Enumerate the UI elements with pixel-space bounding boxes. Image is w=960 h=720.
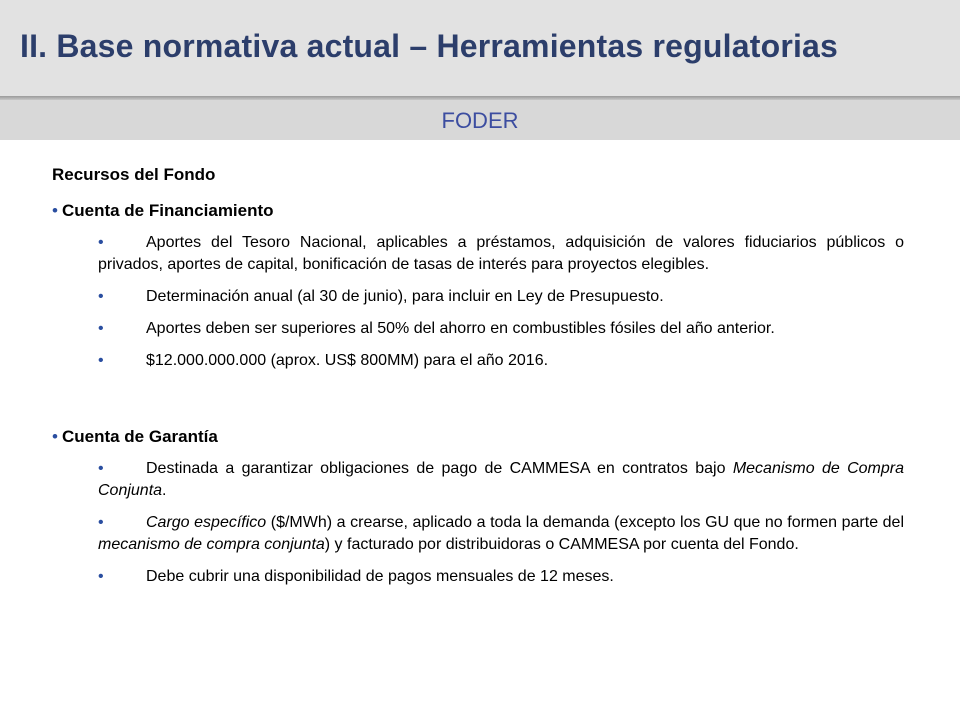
- subtitle-band: [0, 100, 960, 140]
- bullet-icon: •: [52, 427, 58, 446]
- list-item: • $12.000.000.000 (aprox. US$ 800MM) para el año 2016.: [98, 350, 904, 372]
- list-item: • Determinación anual (al 30 de junio), para incluir en Ley de Presupuesto.: [98, 286, 904, 308]
- title-band: [0, 0, 960, 96]
- bullet-icon: •: [98, 234, 104, 251]
- bullet-icon: •: [98, 514, 104, 531]
- spacer: [52, 372, 904, 412]
- list-item: • Aportes del Tesoro Nacional, aplicables a préstamos, adquisición de valores fiduciarios públicos o privados, aportes de capital, bonificación de tasas de interés para proyectos elegibles.: [98, 234, 904, 273]
- section-financiamiento: [52, 200, 904, 222]
- list-item: • Aportes deben ser superiores al 50% del ahorro en combustibles fósiles del año anterior.: [98, 318, 904, 340]
- list-item: • Debe cubrir una disponibilidad de pagos mensuales de 12 meses.: [98, 566, 904, 588]
- list-item: • Cargo específico ($/MWh) a crearse, aplicado a toda la demanda (excepto los GU que no formen parte del mecanismo de compra conjunta) y facturado por distribuidoras o CAMMESA por cuenta del Fondo.: [98, 514, 905, 553]
- section-subtitle: FODER: [441, 108, 519, 133]
- section-garantia: [52, 426, 904, 448]
- bullet-icon: •: [98, 352, 104, 369]
- section-label: Cuenta de Garantía: [61, 427, 218, 446]
- financiamiento-list: [52, 232, 904, 372]
- bullet-icon: •: [98, 568, 104, 585]
- garantia-list: [52, 458, 904, 588]
- bullet-icon: •: [98, 320, 104, 337]
- section-label: Cuenta de Financiamiento: [61, 201, 274, 220]
- slide-content: [52, 164, 904, 588]
- content-heading: Recursos del Fondo: [52, 165, 216, 184]
- bullet-icon: •: [98, 460, 104, 477]
- list-item: • Destinada a garantizar obligaciones de pago de CAMMESA en contratos bajo Mecanismo de Compra Conjunta.: [98, 460, 904, 499]
- bullet-icon: •: [98, 288, 104, 305]
- bullet-icon: •: [52, 201, 58, 220]
- page-title: II. Base normativa actual – Herramientas regulatorias: [20, 28, 839, 64]
